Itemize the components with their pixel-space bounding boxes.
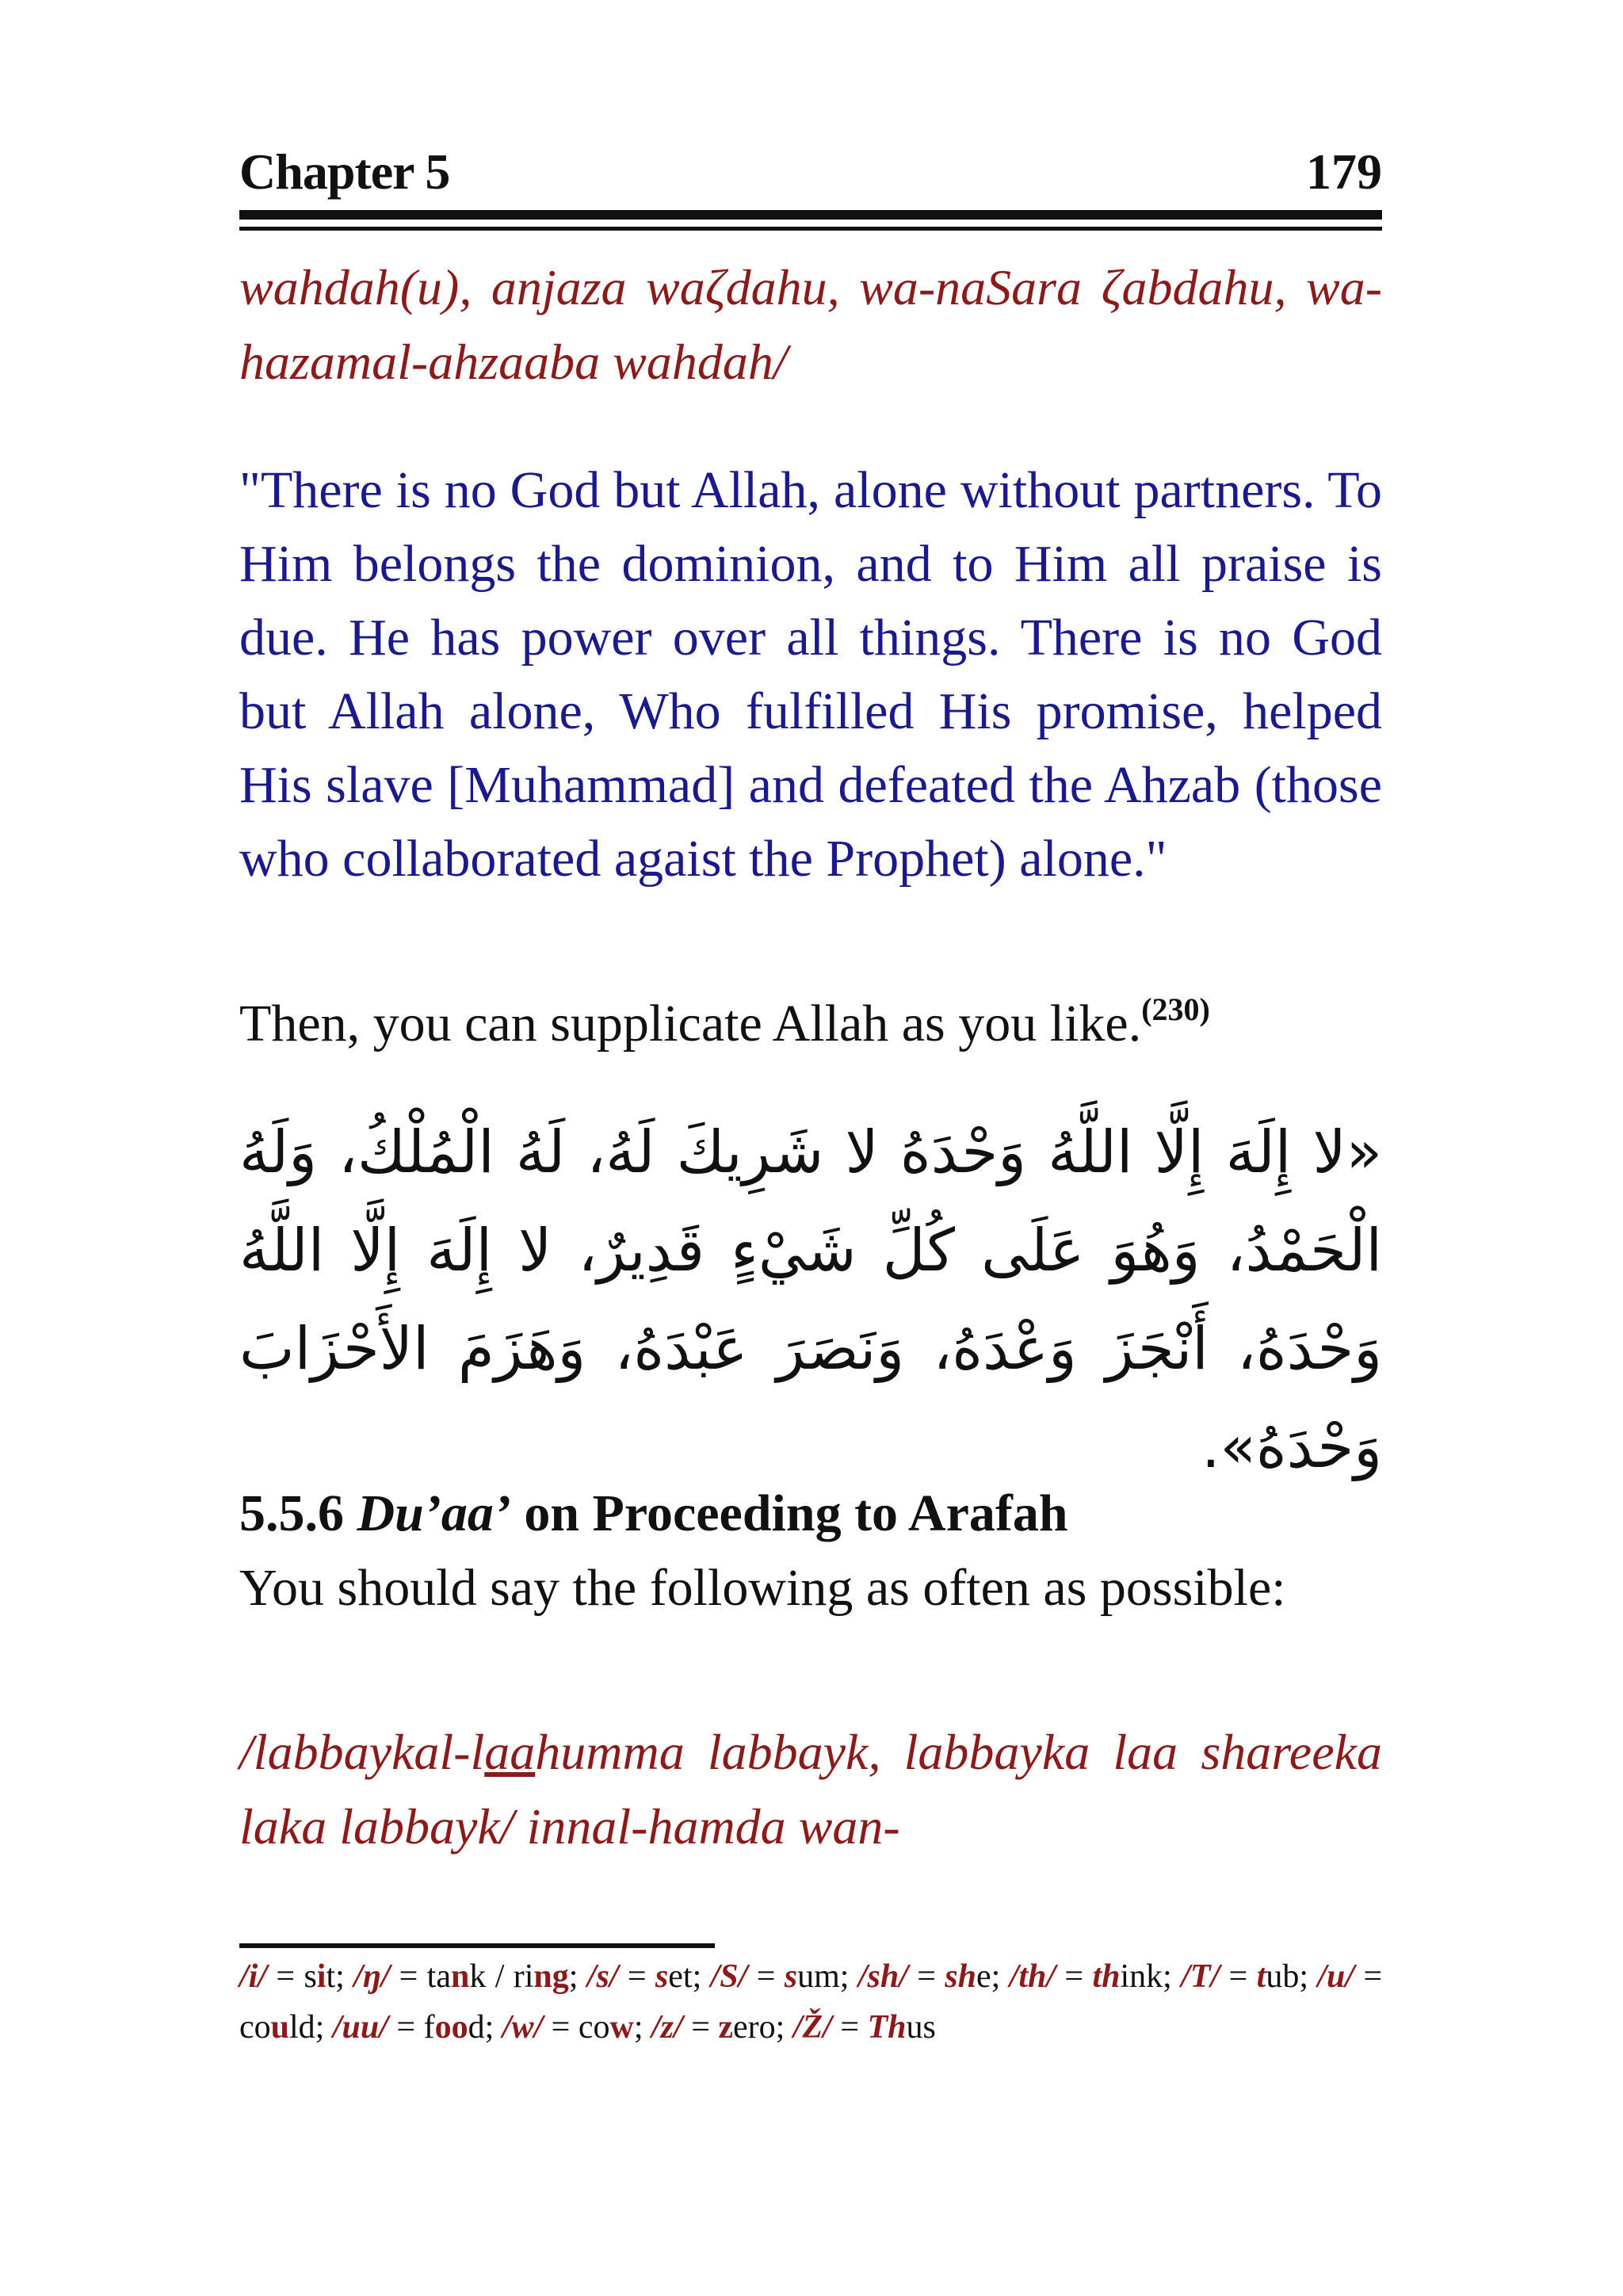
footnote-rule — [239, 1943, 715, 1948]
translation-paragraph: "There is no God but Allah, alone without partners. To Him belongs the dominion, and to Him all praise is due. He has power over all things. There is no God but Allah alone, Who fulfilled His promise, helped His slave [Muhammad] and defeated the Ahzab (those who collaborated agaist the Prophet) alone." — [239, 461, 1382, 888]
fn-item: /uu/ = food; — [332, 2009, 495, 2046]
fn-item: /S/ = sum; — [710, 1958, 850, 1995]
fn-item: /w/ = cow; — [502, 2009, 643, 2046]
fn-item: /u/ = could; — [239, 1958, 1383, 2046]
fn-item: /z/ = zero; — [651, 2009, 785, 2046]
translit-part-2: humma labbayk, labbayka laa shareeka laka labbayk/ innal-hamda wan- — [239, 1724, 1382, 1855]
page-number: 179 — [1306, 143, 1382, 200]
arabic-supplication: «لا إِلَهَ إِلَّا اللَّهُ وَحْدَهُ لا شَرِيكَ لَهُ، لَهُ الْمُلْكُ، وَلَهُ الْحَمْدُ، وَهُوَ عَلَى كُلِّ شَيْءٍ قَدِيرٌ، لا إِلَهَ إِلَّا اللَّهُ وَحْدَهُ، أَنْجَزَ وَعْدَهُ، وَنَصَرَ عَبْدَهُ، وَهَزَمَ الأَحْزَابَ وَحْدَهُ». — [239, 1118, 1382, 1481]
transliteration-paragraph-2 — [239, 1715, 1382, 1864]
translit-part-1: /labbaykal-l — [239, 1724, 485, 1780]
fn-item: /T/ = tub; — [1181, 1958, 1308, 1995]
header-rule-thin — [239, 227, 1382, 231]
translit-underlined: aa — [484, 1724, 536, 1780]
body-paragraph-2: You should say the following as often as possible: — [239, 1559, 1286, 1617]
section-number: 5.5.6 — [239, 1484, 344, 1542]
body-paragraph-1 — [239, 988, 1382, 1060]
fn-item: /th/ = think; — [1009, 1958, 1172, 1995]
fn-item: /Ž/ = Thus — [792, 2009, 936, 2046]
fn-item: /i/ = sit; — [239, 1958, 345, 1995]
fn-item: /ŋ/ = tank / ring; — [353, 1958, 579, 1995]
chapter-title: Chapter 5 — [239, 143, 450, 200]
body-text: Then, you can supplicate Allah as you like. — [239, 995, 1142, 1052]
section-heading — [239, 1477, 1382, 1550]
header-rule-thick — [239, 210, 1382, 220]
transliteration-paragraph-1: wahdah(u), anjaza waζdahu, wa-naSara ζabdahu, wa-hazamal-ahzaaba wahdah/ — [239, 259, 1382, 390]
section-title-italic: Du’aa’ — [357, 1484, 511, 1542]
pronunciation-key-footnote — [239, 1951, 1382, 2053]
fn-item: /sh/ = she; — [857, 1958, 1001, 1995]
page-header — [239, 143, 1382, 206]
fn-item: /s/ = set; — [586, 1958, 702, 1995]
footnote-reference: (230) — [1141, 991, 1210, 1027]
section-title: on Proceeding to Arafah — [524, 1484, 1068, 1542]
